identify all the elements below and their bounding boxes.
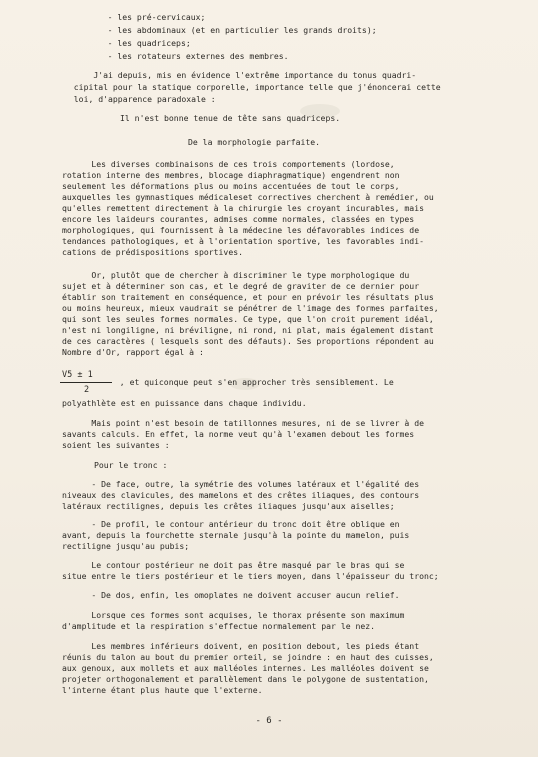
paragraph-line: Les diverses combinaisons de ces trois comportements (lordose, <box>62 159 395 169</box>
paragraph-line: de ces caractères ( lesquels sont des défauts). Ses proportions répondent au <box>62 336 434 346</box>
page-number: - 6 - <box>255 716 283 726</box>
paragraph-line: établir son traitement en conséquence, et pour en prévoir les résultats plus <box>62 292 434 302</box>
paragraph-line: cations de prédispositions sportives. <box>62 247 243 257</box>
paragraph-line: - De dos, enfin, les omoplates ne doivent accuser aucun relief. <box>62 590 400 600</box>
paragraph-line: - De face, outre, la symétrie des volumes latéraux et l'égalité des <box>62 479 420 489</box>
list-item-rotateurs: - les rotateurs externes des membres. <box>88 51 289 61</box>
paragraph-line: ou moins heureux, mieux vaudrait se pénétrer de l'image des formes parfaites, <box>62 303 439 313</box>
paragraph-line: polyathlète est en puissance dans chaque individu. <box>62 398 307 408</box>
paragraph-line: morphologiques, qui fournissent à la médecine les défavorables indices de <box>62 225 420 235</box>
list-item-precervicaux: - les pré-cervicaux; <box>88 12 206 22</box>
paragraph-line: niveaux des clavicules, des mamelons et des crêtes iliaques, des contours <box>62 490 420 500</box>
paragraph-line: Or, plutôt que de chercher à discriminer le type morphologique du <box>62 270 410 280</box>
paragraph-line: auxquelles les gymnastiques médicaleset correctives cherchent à remédier, ou <box>62 192 434 202</box>
paragraph-line: réunis du talon au bout du premier orteil, se joindre : en haut des cuisses, <box>62 652 434 662</box>
paragraph-line: projeter orthogonalement et parallèlement dans le polygone de sustentation, <box>62 674 429 684</box>
paragraph-line: situe entre le tiers postérieur et le tiers moyen, dans l'épaisseur du tronc; <box>62 571 439 581</box>
list-item-abdominaux: - les abdominaux (et en particulier les grands droits); <box>88 25 377 35</box>
fraction-bar <box>60 382 112 383</box>
paragraph-line: n'est ni longiligne, ni bréviligne, ni rond, ni plat, mais également distant <box>62 325 434 335</box>
paragraph-line: Le contour postérieur ne doit pas être masqué par le bras qui se <box>62 560 405 570</box>
paragraph-line: qu'elles remettent directement à la chirurgie les croyant incurables, mais <box>62 203 424 213</box>
paragraph-line: qui sont les seules formes normales. Ce type, que l'on croit purement idéal, <box>62 314 434 324</box>
paragraph-line: , et quiconque peut s'en approcher très sensiblement. Le <box>110 377 394 387</box>
paragraph-line: rotation interne des membres, blocage diaphragmatique) engendrent non <box>62 170 400 180</box>
paragraph-line: avant, depuis la fourchette sternale jusqu'à la pointe du mamelon, puis <box>62 530 410 540</box>
paragraph-line: aux genoux, aux mollets et aux malléoles internes. Les malléoles doivent se <box>62 663 429 673</box>
subheading-tronc: Pour le tronc : <box>94 460 168 470</box>
paragraph-line: seulement les déformations plus ou moins accentuées de tout le corps, <box>62 181 400 191</box>
golden-ratio-numerator: V5 ± 1 <box>62 370 93 380</box>
paragraph-line: savants calculs. En effet, la norme veut qu'à l'examen debout les formes <box>62 429 415 439</box>
paragraph-line: Nombre d'Or, rapport égal à : <box>62 347 204 357</box>
paragraph-line: d'amplitude et la respiration s'effectue normalement par le nez. <box>62 621 376 631</box>
paragraph-line: J'ai depuis, mis en évidence l'extrême importance du tonus quadri- <box>64 70 417 80</box>
paragraph-line: rectiligne jusqu'au pubis; <box>62 541 190 551</box>
paragraph-line: latéraux rectilignes, depuis les crêtes iliaques jusqu'aux aiselles; <box>62 501 395 511</box>
paragraph-line: tendances pathologiques, et à l'orientation sportive, les favorables indi- <box>62 236 424 246</box>
paragraph-line: soient les suivantes : <box>62 440 170 450</box>
paragraph-line: l'interne étant plus haute que l'externe. <box>62 685 263 695</box>
list-item-quadriceps: - les quadriceps; <box>88 38 191 48</box>
golden-ratio-denominator: 2 <box>84 385 90 395</box>
section-heading: De la morphologie parfaite. <box>188 137 321 147</box>
paragraph-line: Lorsque ces formes sont acquises, le thorax présente son maximum <box>62 610 405 620</box>
paragraph-line: - De profil, le contour antérieur du tronc doit être oblique en <box>62 519 400 529</box>
paragraph-line: Les membres inférieurs doivent, en position debout, les pieds étant <box>62 641 420 651</box>
paragraph-line: encore les laideurs courantes, admises comme normales, classées en types <box>62 214 415 224</box>
paragraph-line: cipital pour la statique corporelle, importance telle que j'énoncerai cette <box>64 82 441 92</box>
paragraph-line: sujet et à déterminer son cas, et le degré de graviter de ce dernier pour <box>62 281 420 291</box>
paragraph-line: Mais point n'est besoin de tatillonnes mesures, ni de se livrer à de <box>62 418 424 428</box>
loi-statement: Il n'est bonne tenue de tête sans quadriceps. <box>120 113 341 123</box>
paragraph-line: loi, d'apparence paradoxale : <box>64 94 216 104</box>
